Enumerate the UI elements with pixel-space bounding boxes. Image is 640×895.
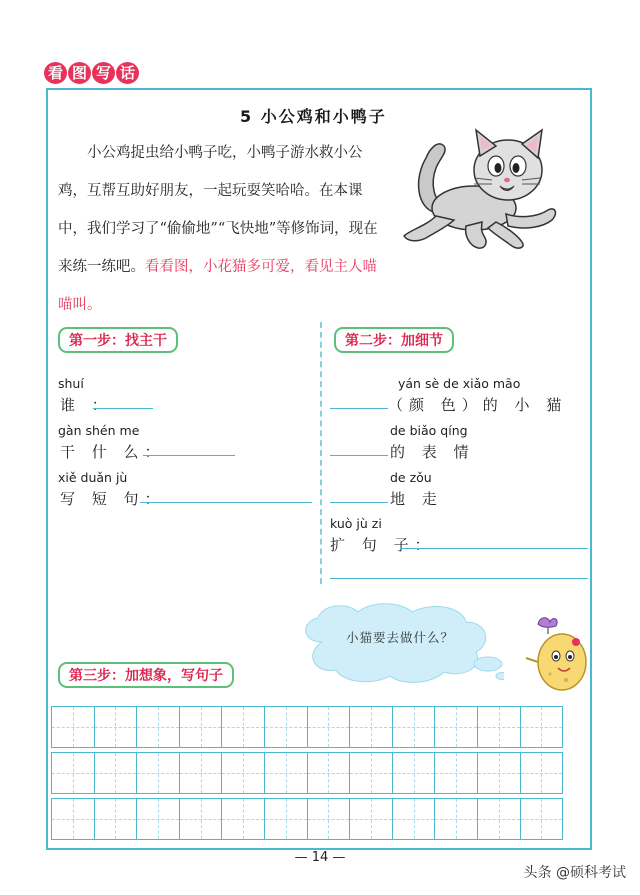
grid-cell[interactable]: [221, 798, 265, 840]
step2-answer-expand-1[interactable]: [400, 548, 588, 549]
grid-cell[interactable]: [477, 752, 521, 794]
grid-cell[interactable]: [307, 798, 351, 840]
badge-char: 看: [44, 62, 67, 84]
grid-cell[interactable]: [349, 798, 393, 840]
step1-answer-who[interactable]: [93, 408, 153, 409]
grid-cell[interactable]: [94, 798, 138, 840]
grid-cell[interactable]: [349, 752, 393, 794]
step2-answer-color[interactable]: [330, 408, 388, 409]
grid-cell[interactable]: [349, 706, 393, 748]
step2-pinyin-walk: de zǒu: [390, 470, 432, 485]
step2-answer-expression[interactable]: [330, 455, 388, 456]
grid-cell[interactable]: [392, 752, 436, 794]
grid-cell[interactable]: [136, 752, 180, 794]
column-divider: [320, 322, 322, 584]
step2-answer-walk[interactable]: [330, 502, 388, 503]
step1-label: 第一步：找主干: [58, 327, 178, 353]
grid-cell[interactable]: [264, 752, 308, 794]
grid-cell[interactable]: [221, 706, 265, 748]
step2-pinyin-expression: de biǎo qíng: [390, 423, 468, 438]
grid-cell[interactable]: [136, 798, 180, 840]
badge-char: 写: [92, 62, 115, 84]
writing-grid-row-3[interactable]: [52, 798, 563, 840]
step2-label: 第二步：加细节: [334, 327, 454, 353]
grid-cell[interactable]: [307, 752, 351, 794]
grid-cell[interactable]: [477, 706, 521, 748]
step1-answer-what[interactable]: [143, 455, 235, 456]
step2-label-walk: 地 走: [390, 490, 443, 508]
grid-cell[interactable]: [264, 798, 308, 840]
intro-text: 小公鸡捉虫给小鸭子吃，小鸭子游水救小公鸡，互帮互助好朋友，一起玩耍笑哈哈。在本课中，我们学习了“偷偷地”“飞快地”等修饰词，现在来练一练吧。: [58, 145, 378, 275]
grid-cell[interactable]: [136, 706, 180, 748]
grid-cell[interactable]: [94, 752, 138, 794]
grid-cell[interactable]: [477, 798, 521, 840]
page-number: — 14 —: [294, 850, 346, 865]
step1-answer-short[interactable]: [140, 502, 312, 503]
step1-label-who: 谁 ：: [60, 396, 113, 414]
grid-cell[interactable]: [221, 752, 265, 794]
grid-cell[interactable]: [434, 752, 478, 794]
intro-prompt: 看看图，小花猫多可爱，看见主人喵喵叫。: [58, 259, 377, 313]
grid-cell[interactable]: [434, 798, 478, 840]
step2-pinyin-color: yán sè de xiǎo māo: [398, 376, 521, 391]
writing-grid-row-1[interactable]: [52, 706, 563, 748]
grid-cell[interactable]: [520, 706, 564, 748]
grid-cell[interactable]: [264, 706, 308, 748]
step2-answer-expand-2[interactable]: [330, 578, 588, 579]
grid-cell[interactable]: [392, 706, 436, 748]
lesson-title: 5 小公鸡和小鸭子: [240, 107, 387, 126]
grid-cell[interactable]: [179, 798, 223, 840]
grid-cell[interactable]: [51, 798, 95, 840]
grid-cell[interactable]: [434, 706, 478, 748]
intro-paragraph: [58, 134, 388, 324]
step1-pinyin-who: shuí: [58, 376, 84, 391]
step1-pinyin-what: gàn shén me: [58, 423, 140, 438]
step1-label-what: 干 什 么：: [60, 443, 166, 461]
grid-cell[interactable]: [51, 752, 95, 794]
grid-cell[interactable]: [51, 706, 95, 748]
grid-cell[interactable]: [392, 798, 436, 840]
grid-cell[interactable]: [520, 798, 564, 840]
grid-cell[interactable]: [520, 752, 564, 794]
cat-illustration: [396, 118, 566, 253]
step1-label-short: 写 短 句：: [60, 490, 166, 508]
writing-grid-row-2[interactable]: [52, 752, 563, 794]
badge-char: 图: [68, 62, 91, 84]
bubble-question: 小猫要去做什么？: [345, 630, 454, 645]
potato-mascot: [520, 612, 592, 694]
step2-pinyin-expand: kuò jù zi: [330, 516, 382, 531]
grid-cell[interactable]: [94, 706, 138, 748]
grid-cell[interactable]: [179, 752, 223, 794]
step2-label-color: （颜 色）的 小 猫: [388, 396, 568, 414]
grid-cell[interactable]: [307, 706, 351, 748]
step3-label: 第三步：加想象，写句子: [58, 662, 234, 688]
badge-char: 话: [116, 62, 139, 84]
section-badge: [44, 62, 139, 84]
step1-pinyin-short: xiě duǎn jù: [58, 470, 128, 485]
watermark: 头条 @硕科考试: [523, 865, 626, 881]
step2-label-expression: 的 表 情: [390, 443, 475, 461]
grid-cell[interactable]: [179, 706, 223, 748]
step2-label-expand: 扩 句 子：: [330, 536, 436, 554]
